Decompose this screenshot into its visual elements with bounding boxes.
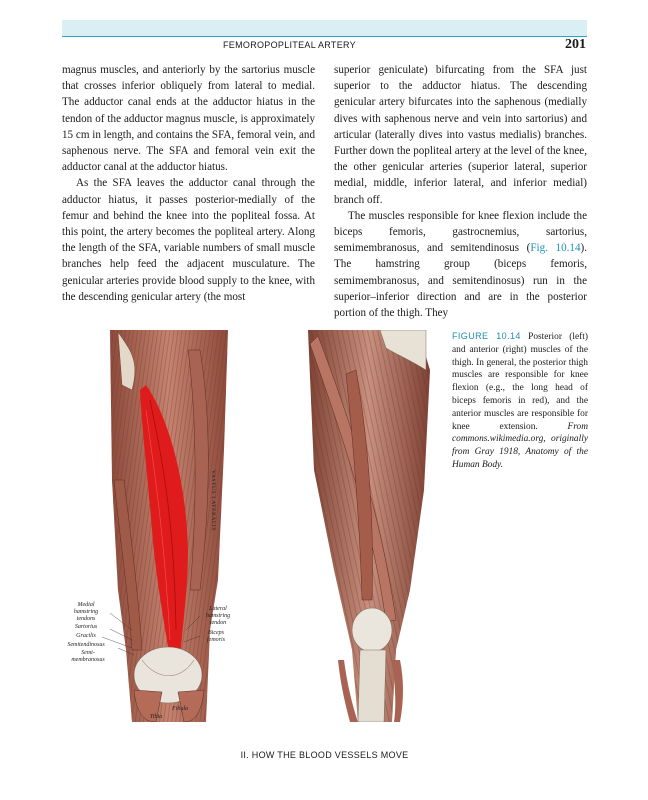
caption-credit: From commons.wikimedia.org, originally from Gray 1918, Anatomy of the Human Body. [452,421,588,470]
label-medial-3: tendons [76,616,96,622]
label-sartorius: Sartorius [74,624,98,630]
right-paragraph-2 [334,208,587,321]
figure-caption [452,330,588,472]
left-column [62,62,315,305]
label-gracilis: Gracilis [76,633,96,639]
anterior-thigh-illustration [300,330,440,722]
label-lateral-1: Lateral [209,606,227,612]
label-medial-1: Medial [77,602,95,608]
label-lateral-3: tendon [209,620,227,626]
label-lateral-2: hamstring [205,613,231,619]
label-tibia: Tibia [149,714,163,720]
right-paragraph-1: superior geniculate) bifurcating from the SFA just superior to the adductor hiatus. The descending genicular artery bifurcates into the saphenous (medially dives with saphenous nerve and vein into sartorius) and articular (laterally dives into vastus medialis) branches. Further down the popliteal artery at the level of the knee, the other genicular arteries (superior lateral, superior medial, middle, inferior lateral, and inferior medial) branch off. [334,64,587,206]
label-biceps-1: Biceps [208,630,224,636]
left-paragraph-2: As the SFA leaves the adductor canal through the adductor hiatus, it passes posterior-medially of the femur and behind the knee into the popliteal fossa. At this point, the artery becomes the popliteal artery. Along the length of the SFA, variable numbers of small muscle branches help feed the adjacent musculature. The genicular arteries provide blood supply to the knee, with the descending genicular artery (the most [62,177,315,303]
label-vastus-lateralis: VASTUS LATERALIS [210,470,216,531]
posterior-thigh-illustration [60,330,234,722]
p2-text-b: ). The hamstring group (biceps femoris, semimembranosus, and semitendinosus) run in the superior–inferior direction and are in the posterior portion of the thigh. They [334,242,587,320]
header-rule [62,36,587,37]
label-semimembranosus-2: membranosus [71,657,105,663]
label-semimembranosus-1: Semi- [81,650,95,656]
caption-main: Posterior (left) and anterior (right) muscles of the thigh. In general, the posterior thigh muscles are responsible for knee flexion (e.g., the long head of biceps femoris in red), and the anterior muscles are responsible for knee extension. [452,332,589,432]
running-head: FEMOROPOPLITEAL ARTERY [223,40,356,50]
footer-section-title: II. HOW THE BLOOD VESSELS MOVE [240,750,409,760]
label-fibula: Fibula [172,706,188,712]
label-medial-2: hamstring [73,609,99,615]
p2-text-a: The muscles responsible for knee flexion include the biceps femoris, gastrocnemius, sartorius, semimembranosus, and semitendinosus ( [334,209,587,255]
right-column [334,62,587,321]
label-biceps-2: femoris [207,637,225,643]
figure-label: FIGURE 10.14 [452,331,521,341]
page-number: 201 [565,37,586,52]
label-semitendinosus: Semitendinosus [67,642,105,648]
figure-link[interactable]: Fig. 10.14 [530,242,581,255]
header-bar [62,20,587,36]
left-paragraph-1: magnus muscles, and anteriorly by the sartorius muscle that crosses inferior obliquely from lateral to medial. The adductor canal ends at the adductor hiatus in the tendon of the adductor magnus muscle, is approximately 15 cm in length, and contains the SFA, femoral vein, and saphenous nerve. The SFA and femoral vein exit the adductor canal at the adductor hiatus. [62,64,315,174]
